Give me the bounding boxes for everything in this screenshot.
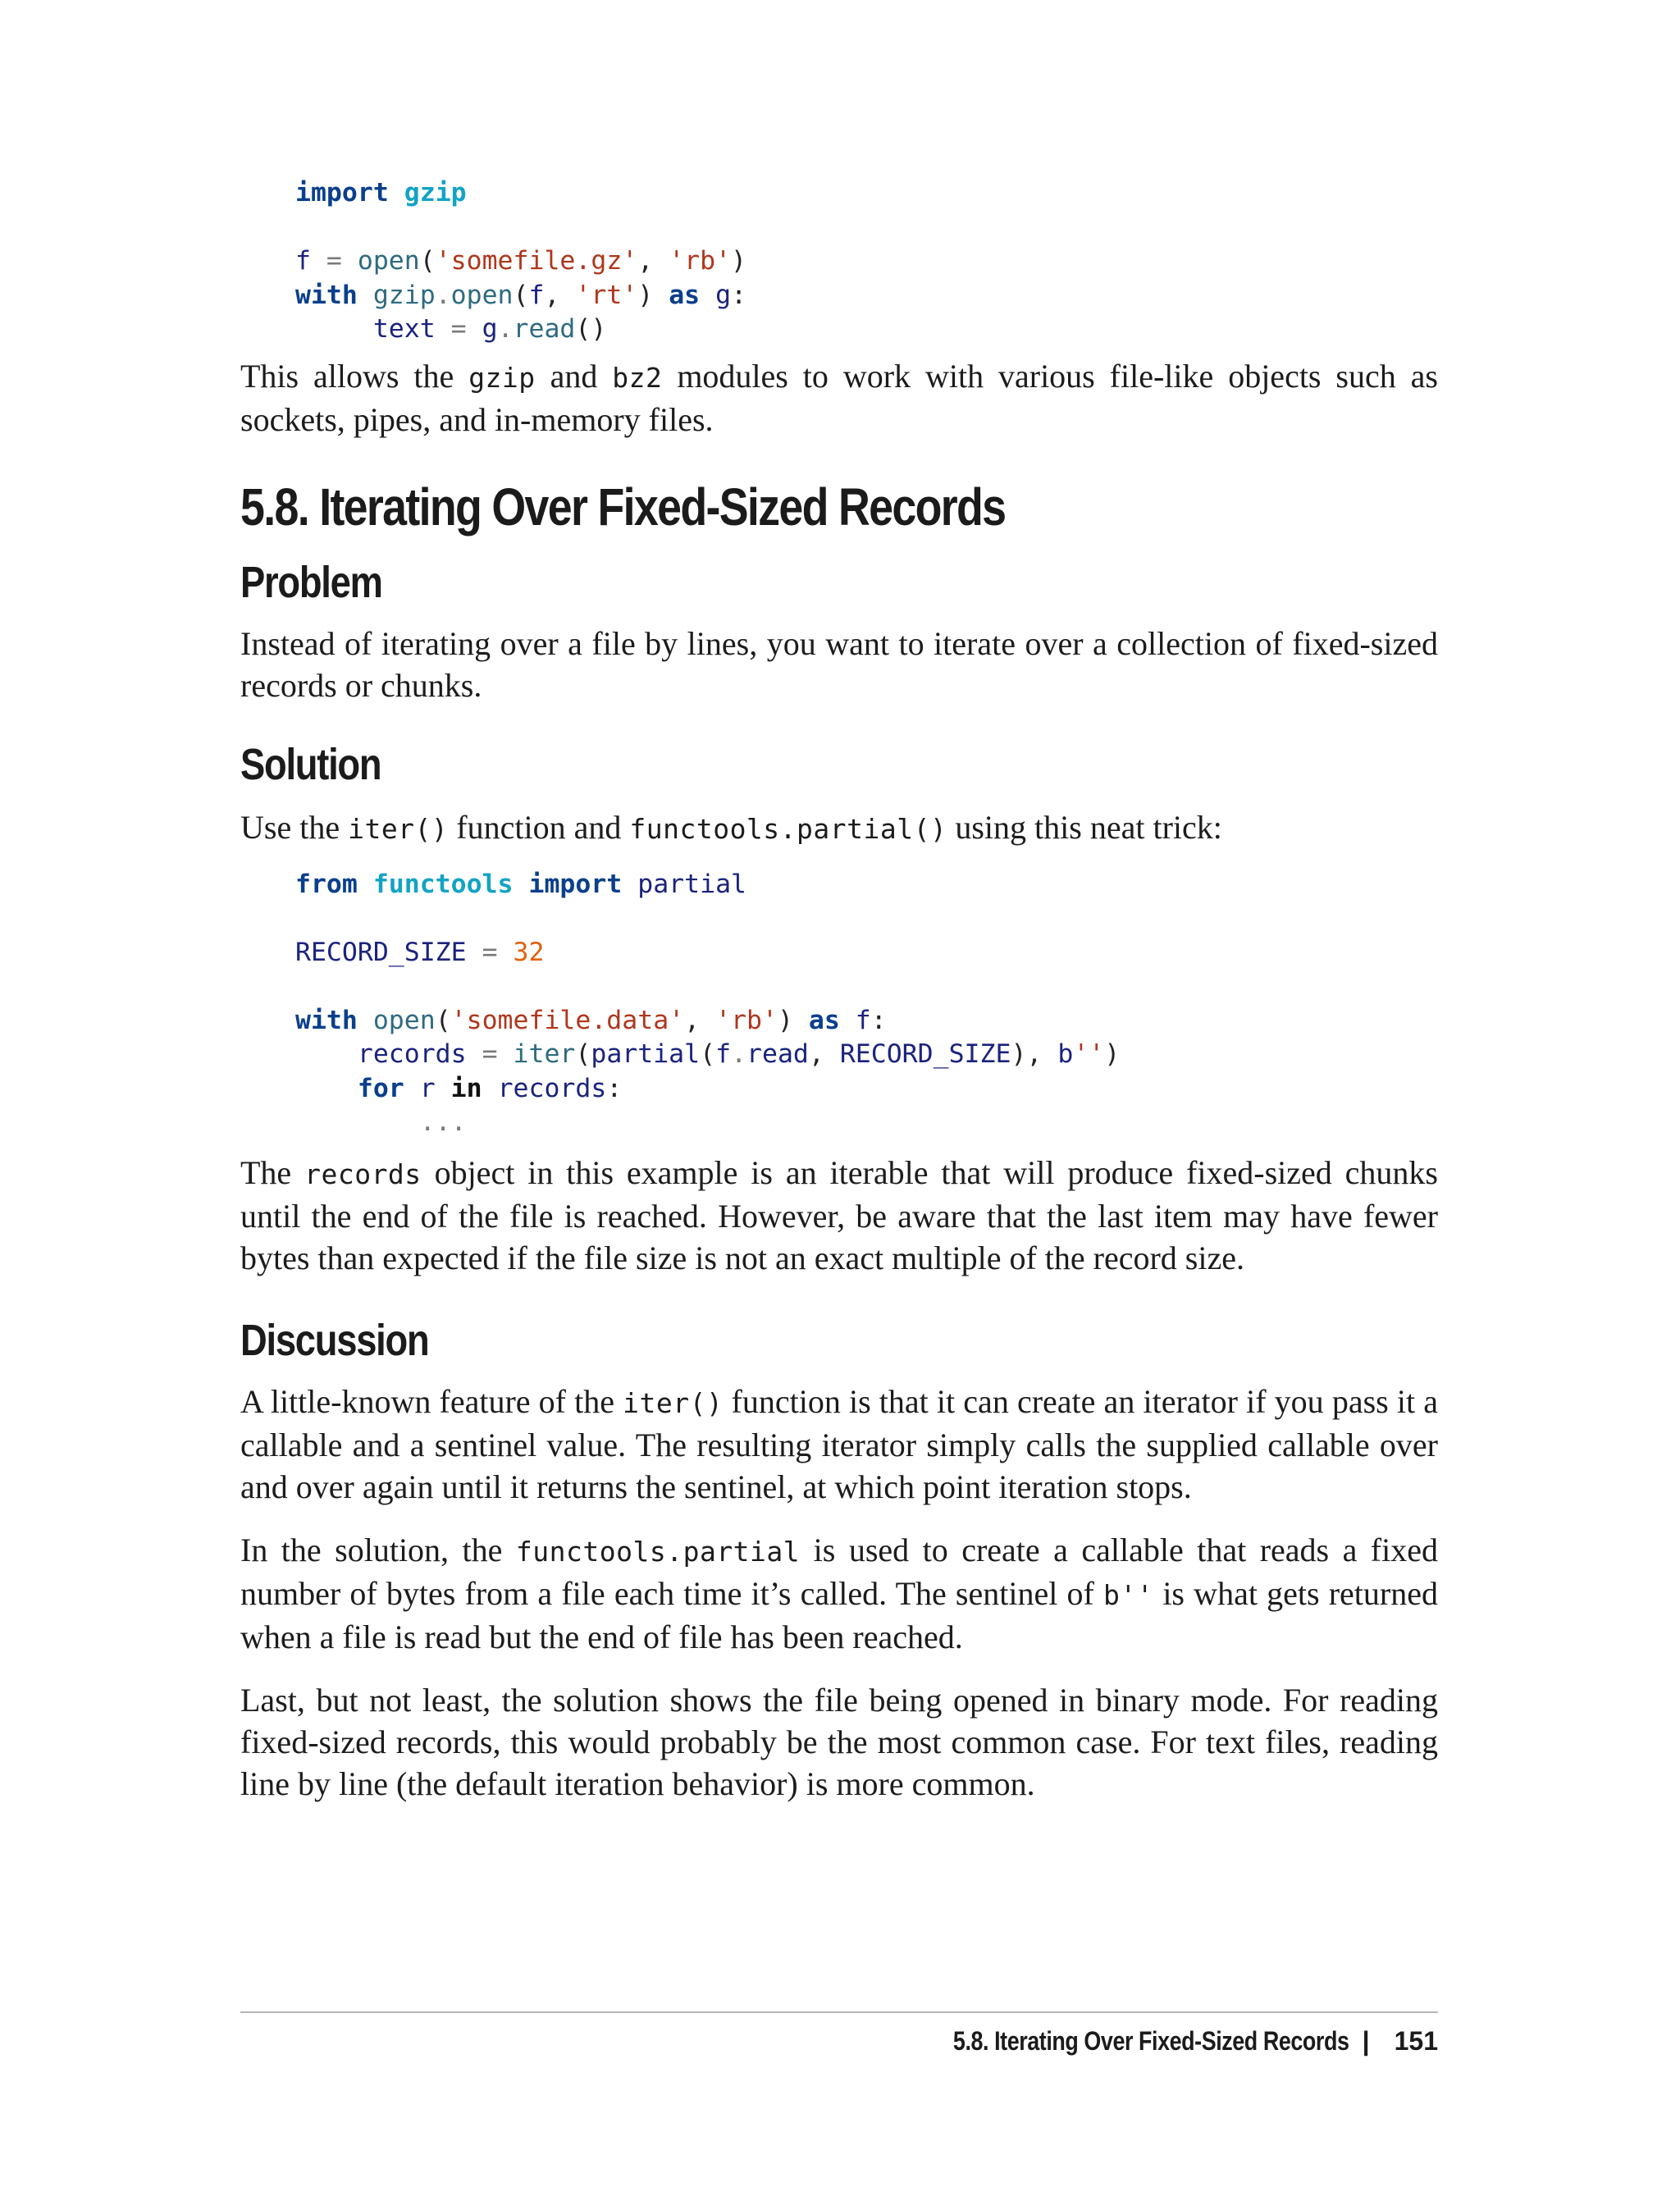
inline-code: records — [304, 1157, 422, 1190]
paragraph-discussion-3: Last, but not least, the solution shows the file being opened in binary mode. For reading fixed-sized records, this would probably be the most common case. For text files, reading line by line (the default iteration behavior) is more common. — [240, 1681, 1438, 1802]
paragraph-gzip-note: This allows the gzip and bz2 modules to work with various file-like objects such as sockets, pipes, and in-memory files. — [240, 357, 1438, 438]
code-line: text = g.read() — [372, 314, 607, 344]
code-line: from functools import partial — [295, 869, 747, 899]
paragraph-discussion-1: A little-known feature of the iter() function is that it can create an iterator if you pass it a callable and a sentinel value. The resulting iterator simply calls the supplied callable over and over again until it returns the sentinel, at which point iteration stops. — [240, 1382, 1438, 1505]
paragraph-records: The records object in this example is an iterable that will produce fixed-sized chunks until the end of the file is reached. However, be aware that the last item may have fewer bytes than expected if the file size is not an exact multiple of the record size. — [240, 1153, 1438, 1276]
inline-code: iter() — [623, 1386, 724, 1419]
page-number: 151 — [1394, 2026, 1438, 2056]
page-footer — [878, 2026, 1438, 2057]
code-line: f = open('somefile.gz', 'rb') — [295, 246, 747, 276]
paragraph-problem: Instead of iterating over a file by lines, you want to iterate over a collection of fixed-sized records or chunks. — [240, 624, 1438, 704]
code-line: for r in records: — [357, 1073, 623, 1103]
code-line: records = iter(partial(f.read, RECORD_SIZE), b'') — [357, 1039, 1121, 1069]
inline-code: functools.partial() — [629, 812, 947, 845]
footer-rule — [240, 2011, 1438, 2013]
code-block-partial — [295, 868, 1438, 1140]
code-line: with gzip.open(f, 'rt') as g: — [295, 280, 747, 310]
code-line: RECORD_SIZE = 32 — [295, 937, 545, 967]
page-content — [240, 176, 1438, 1805]
footer-section-title: 5.8. Iterating Over Fixed-Sized Records — [953, 2026, 1349, 2056]
inline-code: bz2 — [612, 361, 663, 394]
footer-separator: | — [1362, 2026, 1370, 2056]
paragraph-discussion-2: In the solution, the functools.partial is used to create a callable that reads a fixed number of bytes from a file each time it’s called. The sentinel of b'' is what gets returned when a file is read but the end of file has been reached. — [240, 1531, 1438, 1655]
inline-code: gzip — [468, 361, 536, 394]
heading-discussion: Discussion — [240, 1315, 429, 1365]
heading-solution: Solution — [240, 739, 381, 789]
section-title: 5.8. Iterating Over Fixed-Sized Records — [240, 477, 1006, 536]
inline-code: b'' — [1103, 1578, 1154, 1611]
code-line: with open('somefile.data', 'rb') as f: — [295, 1005, 887, 1035]
code-line: import gzip — [295, 178, 467, 208]
paragraph-solution-intro: Use the iter() function and functools.partial() using this neat trick: — [240, 808, 1222, 846]
code-line: ... — [419, 1107, 467, 1137]
code-block-gzip — [295, 176, 1438, 347]
inline-code: iter() — [348, 812, 449, 845]
heading-problem: Problem — [240, 557, 382, 607]
inline-code: functools.partial — [515, 1535, 801, 1568]
